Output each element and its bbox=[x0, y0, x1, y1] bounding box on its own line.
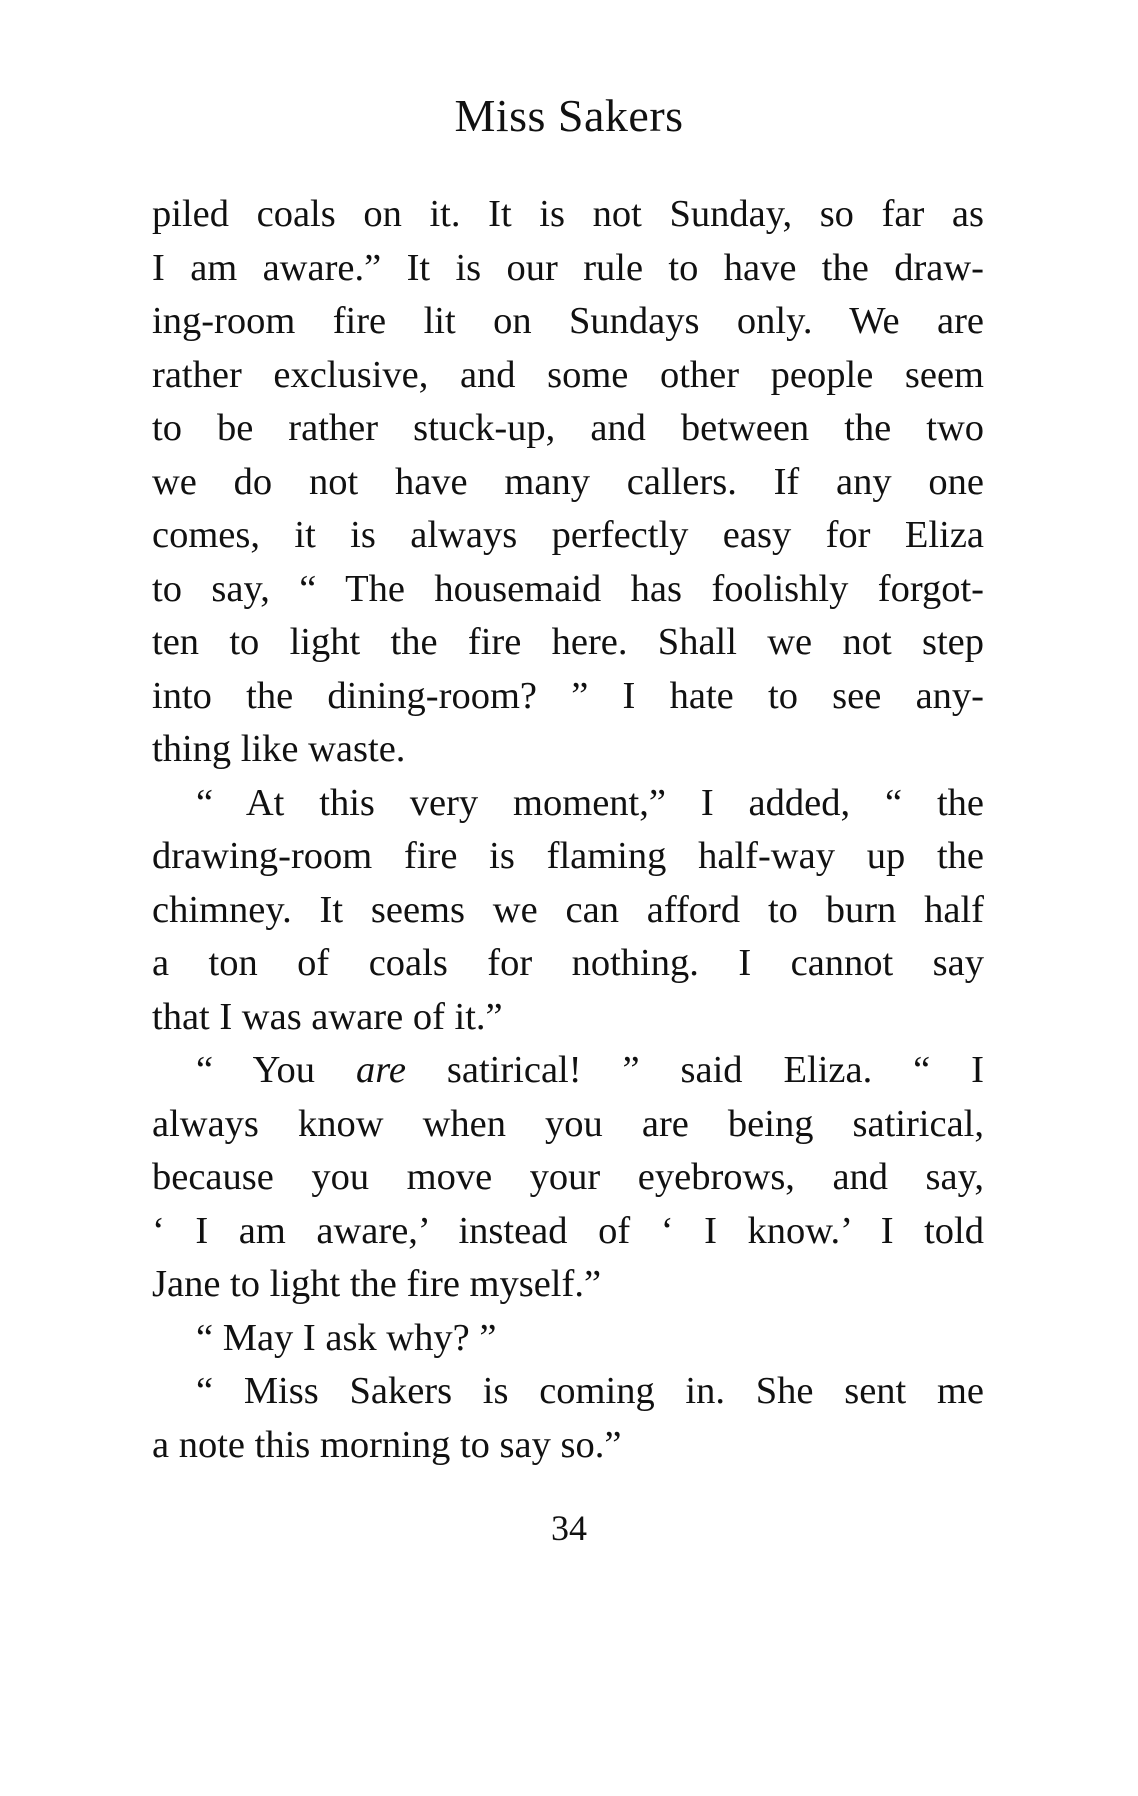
text-line: “ At this very moment,” I added, “ the bbox=[196, 781, 984, 824]
text-line: ‘ I am aware,’ instead of ‘ I know.’ I told bbox=[152, 1209, 984, 1252]
text-line: we do not have many callers. If any one bbox=[152, 460, 984, 503]
text-line: drawing-room fire is flaming half-way up the bbox=[152, 835, 984, 877]
text-line: ten to light the fire here. Shall we not step bbox=[152, 621, 984, 663]
text-line: “ Miss Sakers is coming in. She sent me bbox=[196, 1370, 984, 1412]
text-line: comes, it is always perfectly easy for Eliza bbox=[152, 514, 984, 556]
text-line: to say, “ The housemaid has foolishly forgot- bbox=[152, 567, 984, 610]
text-line: “ May I ask why? ” bbox=[196, 1316, 497, 1359]
text-line: thing like waste. bbox=[152, 728, 406, 770]
text-line: I am aware.” It is our rule to have the draw- bbox=[152, 246, 984, 289]
text-line: a ton of coals for nothing. I cannot say bbox=[152, 942, 984, 984]
text-line: always know when you are being satirical, bbox=[152, 1102, 984, 1145]
text-line: ing-room fire lit on Sundays only. We are bbox=[152, 300, 984, 342]
body-text bbox=[152, 188, 984, 1472]
text-line: Jane to light the fire myself.” bbox=[152, 1263, 602, 1305]
text-line: to be rather stuck-up, and between the two bbox=[152, 407, 984, 449]
text-line-with-italic: “ You are satirical! ” said Eliza. “ I bbox=[196, 1049, 985, 1091]
text-line: chimney. It seems we can afford to burn half bbox=[152, 888, 984, 931]
page-number: 34 bbox=[551, 1508, 587, 1548]
running-head: Miss Sakers bbox=[454, 90, 684, 141]
text-line: because you move your eyebrows, and say, bbox=[152, 1156, 984, 1198]
text-line: piled coals on it. It is not Sunday, so far as bbox=[152, 193, 984, 235]
text-line: a note this morning to say so.” bbox=[152, 1423, 622, 1466]
text-line: rather exclusive, and some other people seem bbox=[152, 353, 984, 396]
text-line: that I was aware of it.” bbox=[152, 995, 503, 1038]
text-line: into the dining-room? ” I hate to see any- bbox=[152, 674, 984, 717]
italic-word: are bbox=[356, 1049, 406, 1091]
